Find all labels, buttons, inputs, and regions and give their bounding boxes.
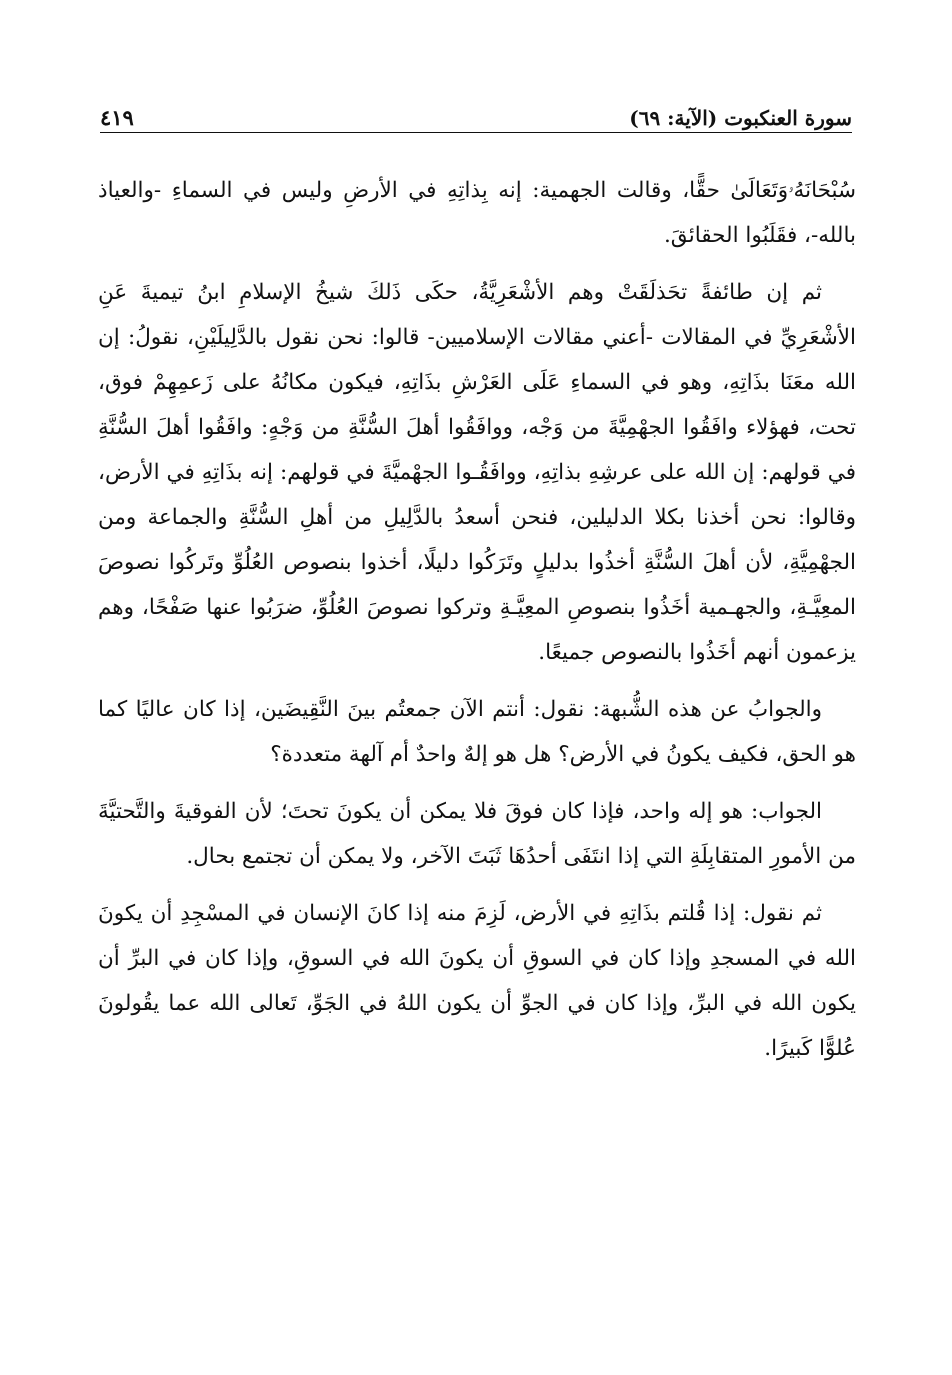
- paragraph: ثم نقول: إذا قُلتم بذَاتِهِ في الأرض، لَزِمَ منه إذا كانَ الإنسان في المسْجِدِ أن يكونَ الله في المسجدِ وإذا كان في السوقِ أن يكونَ الله في السوقِ، وإذا كان في البرِّ أن يكون الله في البرِّ، وإذا كان في الجوِّ أن يكون اللهُ في الجَوِّ، تَعالى الله عما يقُولونَ عُلوًّا كَبيرًا.: [98, 901, 856, 1061]
- header-divider: [100, 132, 852, 133]
- running-title: سورة العنكبوت (الآية: ٦٩): [629, 106, 852, 130]
- paragraph: والجوابُ عن هذه الشُّبهة: نقول: أنتم الآن جمعتُم بينَ النَّقِيضَين، إذا كان عاليًا كما هو الحق، فكيف يكونُ في الأرض؟ هل هو إلهٌ واحدٌ أم آلهة متعددة؟: [98, 697, 856, 767]
- page-header: [100, 96, 852, 130]
- page-body: [98, 168, 856, 1083]
- page-number: ٤١٩: [100, 105, 134, 130]
- paragraph: سُبْحَانَهُۥوَتَعَالَىٰ حقًّا، وقالت الجهمية: إنه بِذاتِهِ في الأرضِ وليس في السماءِ -والعياذ بالله-، فقَلَبُوا الحقائقَ.: [98, 178, 856, 248]
- paragraph: ثم إن طائفةً تحَذلَقَتْ وهم الأشْعَرِيَّةُ، حكَى ذَلكَ شيخُ الإسلامِ ابنُ تيميةَ عَنِ الأشْعَرِيِّ في المقالات -أعني مقالات الإسلاميين- قالوا: نحن نقول بالدَّلِيلَيْنِ، نقولُ: إن الله معَنَا بذَاتِهِ، وهو في السماءِ عَلَى العَرْشِ بذَاتِهِ، فيكون مكانُهُ على زَعمِهِمْ فوق، تحت، فهؤلاء وافَقُوا الجهْمِيَّةَ من وَجْه، ووافَقُوا أهلَ السُّنَّةِ من وَجْهٍ: وافَقُوا أهلَ السُّنَّةِ في قولهم: إن الله على عرشِهِ بذاتِهِ، ووافَقُـوا الجهْميَّةَ في قولهم: إنه بذَاتِهِ في الأرض، وقالوا: نحن أخذنا بكلا الدليلين، فنحن أسعدُ بالدَّلِيلِ من أهلِ السُّنَّةِ والجماعة ومن الجهْمِيَّةِ، لأن أهلَ السُّنَّةِ أخذُوا بدليلٍ وتَرَكُوا دليلًا، أخذوا بنصوص العُلُوِّ وتَركُوا نصوصَ المعِيَّـةِ، والجهـمية أخَذُوا بنصوصِ المعِيَّـةِ وتركوا نصوصَ العُلُوِّ، ضرَبُوا عنها صَفْحًا، وهم يزعمون أنهم أخَذُوا بالنصوص جميعًا.: [98, 280, 856, 665]
- paragraph: الجواب: هو إله واحد، فإذا كان فوقَ فلا يمكن أن يكونَ تحتَ؛ لأن الفوقيةَ والتَّحتيَّةَ من الأمورِ المتقابِلَةِ التي إذا انتَفَى أحدُهَا ثَبَتَ الآخر، ولا يمكن أن تجتمع بحال.: [98, 799, 856, 869]
